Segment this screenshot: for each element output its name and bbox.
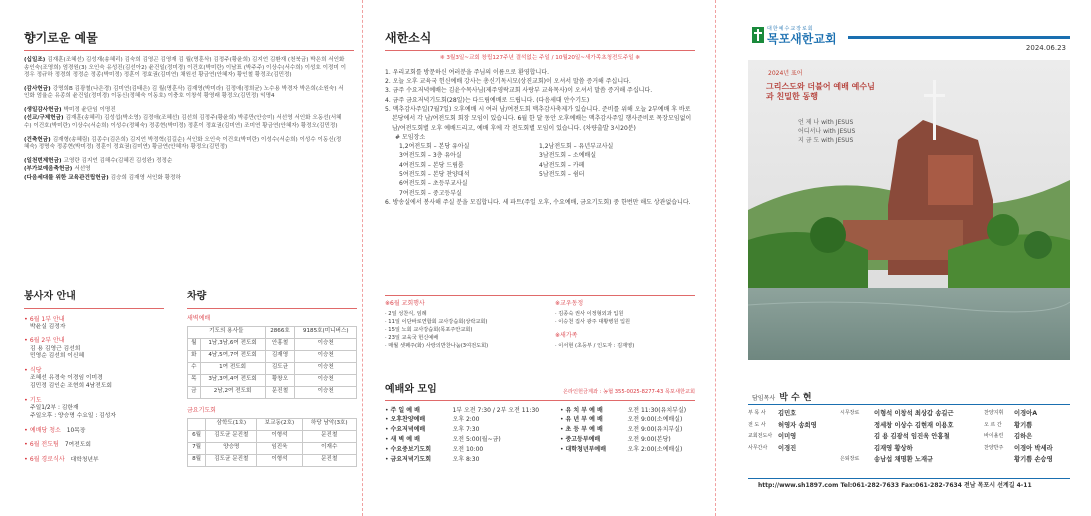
member-item: · 이승천 집사 광주 대황병원 입원: [555, 319, 631, 326]
news-item: 4. 금주 금요저녁기도회(28일)는 다드림예배로 드립니다. (다음세대 안수기도): [385, 96, 590, 104]
worship-name: 수요중보기도회: [390, 446, 432, 454]
events-top-line: [385, 295, 695, 296]
event-item: · 매월 셋째주(화) 사랑의반찬나눔(3여전도회): [385, 343, 489, 350]
worship-row: [385, 435, 560, 445]
worship-row: [385, 406, 560, 416]
worship-time: 오후 2:00: [452, 416, 480, 424]
news-item: 6. 방송실에서 봉사해 주실 분을 모집합니다. 세 파트(주일 오후, 수요예배, 금요기도회) 중 한번만 해도 상관없습니다.: [385, 198, 691, 206]
events-right: [555, 300, 695, 350]
cover-year: 2024년 표어: [768, 70, 803, 77]
worship-row: [385, 425, 560, 435]
worship-time: 1부 오전 7:30 / 2부 오전 11:30: [452, 406, 540, 414]
church-name: 목포새한교회: [767, 31, 837, 46]
volunteer-item: [24, 336, 164, 361]
car-cell-a: 황창오: [265, 374, 295, 386]
bullet-icon: •: [560, 406, 566, 414]
place-item: 4여전도회 – 본당 드림룸: [399, 161, 464, 169]
title-underline: [24, 50, 354, 51]
cover-line: 지 금 도 with JESUS: [798, 137, 854, 144]
church-sub: 대한예수교장로회: [767, 26, 814, 32]
offering-paragraph: [24, 175, 346, 183]
offering-paragraph: [24, 107, 346, 115]
bullet-icon: •: [24, 395, 30, 404]
bullet-icon: •: [24, 336, 30, 345]
offering-text: 서선영: [74, 166, 91, 173]
staff-n3: 이경아A: [1014, 410, 1038, 417]
worship-name: 대학청년부예배: [565, 446, 607, 454]
event-item: · 11일 이단바로연합회 교사강습회(상락교회): [385, 319, 488, 326]
worship-name: 유 치 부 예 배: [565, 406, 603, 414]
worship-time: 오전 9:00(유치부실): [627, 426, 683, 434]
worship-left: [385, 406, 560, 465]
bullet-icon: •: [385, 406, 391, 414]
staff-r3: [984, 456, 1014, 465]
staff-r1: 부 목 사: [748, 410, 766, 416]
staff-rule: [748, 404, 1070, 405]
newfam-title: ※새가족: [555, 332, 578, 340]
staff-row: [748, 410, 1070, 419]
car2-head-2: 하당 남악(3호): [302, 418, 357, 430]
volunteer-text: 7여전도회: [64, 442, 91, 449]
place-item: 6여전도회 – 초등부교사실: [399, 180, 468, 188]
news-item: 2. 오늘 오후 교육국 헌신예배 강사는 총신기독시모(상진교회)이 오셔서 말씀 증거해 주십니다.: [385, 78, 631, 86]
offering-paragraph: [24, 166, 346, 174]
events-list: [385, 310, 555, 350]
staff-n3: 황기쁨 손승영: [1014, 456, 1053, 463]
car-cell-a: 문진철: [265, 386, 295, 398]
offering-head: (선교/구제헌금): [24, 115, 64, 122]
staff-r3: 찬양반주: [984, 444, 1004, 451]
worship-right: [560, 406, 695, 465]
car2-cell-a: 김도균 문진철: [206, 454, 257, 466]
car-cell-b: 이승천: [295, 362, 357, 374]
car2-cell-b: 이형석: [257, 454, 302, 466]
pastor-label: 담임목사: [752, 395, 776, 402]
worship-row: [560, 406, 695, 416]
place-item: 4남전도회 – 카페: [539, 161, 585, 169]
car-sub-friday: 금요기도회: [187, 406, 216, 414]
car-cell-day: 금: [188, 386, 201, 398]
staff-r2: [840, 422, 874, 431]
staff-n3: 김하은: [1014, 433, 1033, 440]
staff-n2: 김 용 김광석 임진욱 안홍철: [874, 433, 950, 440]
event-item: · 2일 성찬식, 임례: [385, 311, 427, 318]
volunteer-item: [24, 426, 164, 436]
bulletin-date: 2024.06.23: [1025, 44, 1066, 52]
offering-head: (감사헌금): [24, 85, 51, 92]
car2-cell-m: 6월: [188, 430, 206, 442]
car-cell-a: 안홍철: [265, 338, 295, 350]
worship-section: [385, 383, 695, 465]
volunteer-label: 6월 2부 안내: [29, 337, 65, 345]
car2-cell-c: 문진철: [302, 454, 357, 466]
members-list: [555, 310, 695, 326]
car-table-dawn: [187, 326, 357, 399]
bullet-icon: •: [385, 416, 391, 424]
events-box: [385, 295, 695, 350]
staff-n3: 이경아 박세라: [1014, 444, 1053, 452]
worship-time: 오전 5:00(월~금): [452, 436, 501, 444]
pastor-row: [752, 392, 812, 404]
worship-row: [560, 425, 695, 435]
car-cell-who: 1남,3남,6여 전도회: [200, 338, 265, 350]
worship-row: [560, 415, 695, 425]
news-banner: ❈ 3월3일~교회 창립127주년 결석없는 주일 / 10월20일~새가족초청전도주일 ❈: [439, 55, 641, 62]
staff-list: [748, 410, 1070, 468]
staff-n3: 황기쁨: [1014, 421, 1033, 429]
cover-line: 어디서나 with JESUS: [798, 128, 856, 135]
offerings-title: 향기로운 예물: [24, 31, 98, 45]
volunteer-text: 대학청년부: [70, 457, 99, 464]
staff-r2: 시무장로: [840, 410, 860, 416]
bullet-icon: •: [385, 426, 391, 434]
staff-n1: 이미영: [778, 433, 797, 440]
bullet-icon: •: [560, 436, 566, 444]
car-cell-a: 김재영: [265, 350, 295, 362]
car2-cell-a: 김도균 문진철: [206, 430, 257, 442]
offering-head: (생일감사헌금): [24, 106, 62, 113]
church-photo-svg: [748, 60, 1070, 360]
car-row: [188, 338, 357, 350]
car2-cell-m: 7월: [188, 442, 206, 454]
worship-row: [385, 415, 560, 425]
pastor-name: 박 수 현: [779, 393, 812, 403]
offering-head: (부가보예음축헌금): [24, 166, 73, 173]
car-table-friday: [187, 418, 357, 467]
volunteer-item: [24, 440, 164, 450]
car-cell-who: 4남,5여,7여 전도회: [200, 350, 265, 362]
members-title: ※교우동정: [555, 300, 584, 307]
volunteer-item: [24, 396, 164, 421]
worship-time: 오전 11:30(유치부실): [627, 406, 687, 414]
worship-time: 오후 8:30: [452, 455, 480, 463]
places-right: [539, 142, 613, 198]
header-rule: [848, 36, 1070, 39]
events-left: [385, 300, 555, 350]
bullet-icon: •: [385, 446, 391, 454]
staff-n2: 김재영 황상하: [874, 444, 913, 452]
car-head-1: 2866호: [265, 326, 295, 338]
news-list: [385, 68, 695, 207]
worship-time: 오전 9:00(소예배실): [627, 416, 683, 424]
offerings-list: [24, 57, 346, 182]
volunteer-text: 조혜선 유경숙 이경임 이미경 김민정 김인순 조현희 4남전도회: [30, 375, 113, 390]
worship-name: 중고등부예배: [565, 436, 601, 444]
offering-paragraph: [24, 158, 346, 166]
staff-r2: [840, 445, 874, 454]
staff-r1: 전 도 사: [748, 421, 766, 428]
staff-row: [748, 445, 1070, 454]
cover-line: 언 제 나 with JESUS: [798, 119, 854, 126]
worship-name: 유 년 부 예 배: [565, 416, 603, 424]
volunteer-text: 박윤실 김정자: [30, 323, 66, 330]
cover-motto: 그리스도와 더불어 예배 예수님과 친밀한 동행: [766, 82, 875, 101]
worship-underline: [385, 400, 695, 401]
car-cell-b: 이승천: [295, 386, 357, 398]
staff-r1: 교회전도사: [748, 433, 773, 439]
car-underline: [187, 308, 357, 309]
volunteer-item: [24, 366, 164, 391]
volunteer-label: 6월 경로식사: [29, 456, 65, 464]
car-head-2: 9185호(미니버스): [295, 326, 357, 338]
car-title: 차량: [187, 291, 207, 302]
cross-logo-icon: [752, 27, 764, 43]
offering-text: 김재훈(송혜리) 김성섭(박소영) 김정애(조혜선) 김선희 김정주(황윤희) 박종만(안승미) 서선영 서인화 오동선(서혜수) 이건호(박미란) 이상수(서순희) 이성수(정혜숙) 정종현(박미정) 정훈이 정효권(김미연) 조미연 황금연(안혜자) 황정오(김민정): [24, 115, 342, 130]
offering-head: (십일조): [24, 57, 46, 64]
car-row: [188, 374, 357, 386]
place-item: 1,2남전도회 – 유년부교사실: [539, 143, 614, 151]
offering-text: 강명희B 김광철(나은경) 김미연(김태은) 김 월(명훈삭) 김재영(박미라) 김정애(정희균) 노수용 박경자 박은희(소원숙) 서인화 엄율순 유종희 윤건일(정미경) 이동신(정혜숙 이동호) 이충호 이창석 황영래 황정오(김민정) 익명4: [24, 85, 344, 100]
offering-text: 김승희 김재영 서인화 황정하: [110, 174, 181, 181]
car-row: [188, 350, 357, 362]
worship-time: 오전 10:00: [452, 446, 484, 454]
offering-text: 박미정 윤단임 이명진: [63, 106, 116, 113]
column-cover: [748, 0, 1070, 516]
car2-cell-c: 문진철: [302, 430, 357, 442]
car-cell-day: 수: [188, 362, 201, 374]
church-header: [752, 26, 837, 45]
car-cell-who: 2남,2여 전도회: [200, 386, 265, 398]
event-item: · 23일 교육국 헌신예배: [385, 335, 439, 342]
column-divider-2: [715, 0, 716, 516]
car-head-0: 기도의 용사들: [188, 326, 266, 338]
bullet-icon: •: [24, 455, 30, 464]
bullet-icon: •: [385, 436, 391, 444]
worship-row: [560, 445, 695, 455]
news-item: 1. 우리교회를 방문하신 여러분을 주님의 이름으로 환영합니다.: [385, 68, 549, 76]
worship-name: 금요저녁기도회: [390, 455, 432, 463]
car-cell-b: 이승천: [295, 338, 357, 350]
car-cell-a: 김도균: [265, 362, 295, 374]
staff-r2: 은퇴장로: [840, 456, 860, 462]
car-cell-who: 1여 전도회: [200, 362, 265, 374]
cover-lines: [798, 118, 855, 145]
worship-name: 수요저녁예배: [390, 426, 426, 434]
bullet-icon: •: [24, 425, 30, 434]
staff-n1: 이경진: [778, 444, 797, 452]
offering-text: 김재훈(조혜선) 김성재(송혜리) 김숙희 김영곤 김영재 김 월(명훈삭) 김정주(황윤희) 김지언 김환재 (천북금) 박은희 서인화 송인숙(조영희) 엄경원(3) 오인숙 유성진(김선아2) 윤건일(정미경) 이건호(박미란) 이남표 (박주주) 이상수(서수희) 이성호 이정미 이정우 정규하 정경희 정정순 정종(박미정) 정훈이 정효권(김미연) 채원선 황금연(안혜자) 황인철 황정조(김민정): [24, 57, 347, 79]
volunteer-underline: [24, 308, 164, 309]
car-cell-day: 화: [188, 350, 201, 362]
cover-image: [748, 60, 1070, 360]
staff-n1: 김민호: [778, 410, 797, 417]
staff-n2: 송남섭 채명환 노재규: [874, 456, 934, 463]
car2-row: [188, 430, 357, 442]
offering-text: 고영란 김지언 김해수(김혜진 김성완) 정정순: [63, 157, 173, 164]
volunteer-list: [24, 315, 164, 466]
car2-head-0: 삼학도(1호): [206, 418, 257, 430]
offering-head: (다음세대를 위한 교육관건립헌금): [24, 174, 109, 181]
news-underline: [385, 50, 695, 51]
newfam-item: · 이서현 (초등부 / 인도자 : 김재영): [555, 343, 635, 350]
worship-name: 초 등 부 예 배: [565, 426, 603, 434]
bullet-icon: •: [24, 440, 30, 449]
car2-head-1: 보교동(2호): [257, 418, 302, 430]
worship-name: 오후찬양예배: [390, 416, 426, 424]
car-cell-day: 월: [188, 338, 201, 350]
volunteer-title: 봉사자 안내: [24, 291, 76, 302]
offering-paragraph: [24, 86, 346, 101]
offering-head: (건축헌금): [24, 136, 51, 143]
car2-row: [188, 454, 357, 466]
staff-r3: 바이올린: [984, 433, 1004, 439]
car2-cell-a: 양승명: [206, 442, 257, 454]
volunteer-section: [24, 290, 164, 470]
place-item: 3여전도회 – 3층 유아실: [399, 152, 462, 160]
bullet-icon: •: [24, 366, 30, 375]
places-label: # 모임장소: [395, 133, 426, 141]
offering-head: (일천번제헌금): [24, 157, 62, 164]
car-section: [187, 290, 357, 467]
volunteer-label: 예배당 청소: [29, 426, 61, 434]
place-item: 3남전도회 – 소예배실: [539, 152, 597, 160]
staff-row: [748, 433, 1070, 442]
places-grid: [399, 142, 695, 198]
staff-n2: 정세창 이상수 김현재 이용호: [874, 421, 954, 429]
staff-n1: 허영자 송희영: [778, 421, 817, 429]
staff-r1: 사무간사: [748, 444, 768, 451]
volunteer-text: 10목장: [66, 427, 86, 434]
staff-r3: 찬양지휘: [984, 410, 1004, 416]
places-left: [399, 142, 539, 198]
bullet-icon: •: [560, 426, 566, 434]
bullet-icon: •: [560, 446, 566, 454]
column-divider: [362, 0, 363, 516]
newfam-list: [555, 342, 695, 350]
news-title: 새한소식: [385, 31, 432, 45]
car-sub-dawn: 새벽예배: [187, 314, 211, 322]
volunteer-item: [24, 315, 164, 332]
offering-paragraph: [24, 137, 346, 152]
volunteer-label: 6월 1부 안내: [29, 315, 65, 323]
offering-paragraph: [24, 115, 346, 130]
volunteer-label: 식당: [29, 367, 42, 375]
worship-row: [560, 435, 695, 445]
car2-row: [188, 442, 357, 454]
events-title: ※6월 교회행사: [385, 300, 425, 307]
volunteer-text: 김 용 김영근 김선희 민영순 김선희 이신혜: [30, 345, 85, 360]
car-cell-b: 이승천: [295, 350, 357, 362]
worship-row: [385, 445, 560, 455]
worship-name: 새 벽 예 배: [390, 436, 420, 444]
news-item: 5. 맥추감사주일(7월7일) 오후예배 시 여러 남/여전도회 맥추감사축제가 있습니다. 준비를 위해 오늘 2부예배 후 바로 본당에서 각 남/여전도회 회장 모임이 있습니다. 6월 한 달 동안 오후예배는 맥추감사주일 행사준비로 목장모임없이 남/여전도회별 오후 예배드리고, 예배 후에 각 전도회별 모임이 있습니다. (차량출발 3시20분): [385, 105, 692, 132]
worship-time: 오후 2:00(소예배실): [627, 446, 683, 454]
column-news: [385, 0, 695, 516]
column-offerings: [24, 0, 354, 516]
car-cell-day: 목: [188, 374, 201, 386]
car2-cell-c: 이재수: [302, 442, 357, 454]
footer-text: http://www.sh1897.com Tel:061-282-7633 Fax:061-282-7634 전남 목포시 선계길 4-11: [758, 482, 1032, 489]
worship-name: 주 일 예 배: [390, 406, 420, 414]
member-item: · 김종숙 권사 이정형외과 입원: [555, 311, 624, 318]
footer-rule: [748, 478, 1070, 479]
worship-time: 오전 9:00(본당): [627, 436, 671, 444]
staff-r2: [840, 433, 874, 442]
car-row: [188, 362, 357, 374]
car2-cell-b: 이형석: [257, 430, 302, 442]
car-row: [188, 386, 357, 398]
bullet-icon: •: [385, 455, 391, 463]
bullet-icon: •: [24, 314, 30, 323]
place-item: 7여전도회 – 중고등부실: [399, 189, 462, 197]
worship-title: 예배와 모임: [385, 384, 437, 395]
news-item: 3. 금주 수요저녁예배는 김윤수목사님(제주영락교회 사랑부 교육목사)이 오셔서 말씀 증거해 주십니다.: [385, 87, 653, 95]
car2-cell-m: 8월: [188, 454, 206, 466]
staff-row: [748, 456, 1070, 465]
bullet-icon: •: [560, 416, 566, 424]
place-item: 5남전도회 – 쉼터: [539, 171, 585, 178]
worship-time: 오후 7:30: [452, 426, 480, 434]
volunteer-text: 주일1/2부 : 김한재 주일오후 : 양승명 수요일 : 김성자: [30, 404, 116, 419]
event-item: · 15일 노회 교사강습회(목포주안교회): [385, 327, 473, 334]
car2-head-empty: [188, 418, 206, 430]
account-text: 온라인헌금계좌 : 농협 355-0025-8277-43 목포새한교회: [562, 389, 695, 396]
car2-cell-b: 임진욱: [257, 442, 302, 454]
volunteer-label: 기도: [29, 396, 42, 404]
volunteer-label: 6월 전도팀: [29, 441, 59, 449]
staff-row: [748, 422, 1070, 431]
car-cell-b: 이승천: [295, 374, 357, 386]
staff-r1: [748, 456, 778, 465]
volunteer-item: [24, 455, 164, 465]
worship-row: [385, 455, 560, 465]
offering-text: 김재형(송혜림) 김종수(김은희) 김지언 박정혁(김길순) 서인화 오인숙 이건호(박미란) 이성수(서순희) 이성수 이동신(정혜숙) 정명숙 정종현(박미정) 정훈이 정효권(김미연) 황금연(안혜자) 황정오(김민정): [24, 136, 342, 151]
staff-n1: [778, 456, 840, 465]
place-item: 1,2여전도회 – 본당 유아실: [399, 143, 470, 151]
car-cell-who: 3남,3여,4여 전도회: [200, 374, 265, 386]
offering-paragraph: [24, 57, 346, 80]
staff-r3: 오 르 간: [984, 421, 1002, 428]
staff-n2: 이형석 이창석 최상갑 송길근: [874, 410, 954, 417]
place-item: 5여전도회 – 본당 찬양대석: [399, 171, 470, 178]
